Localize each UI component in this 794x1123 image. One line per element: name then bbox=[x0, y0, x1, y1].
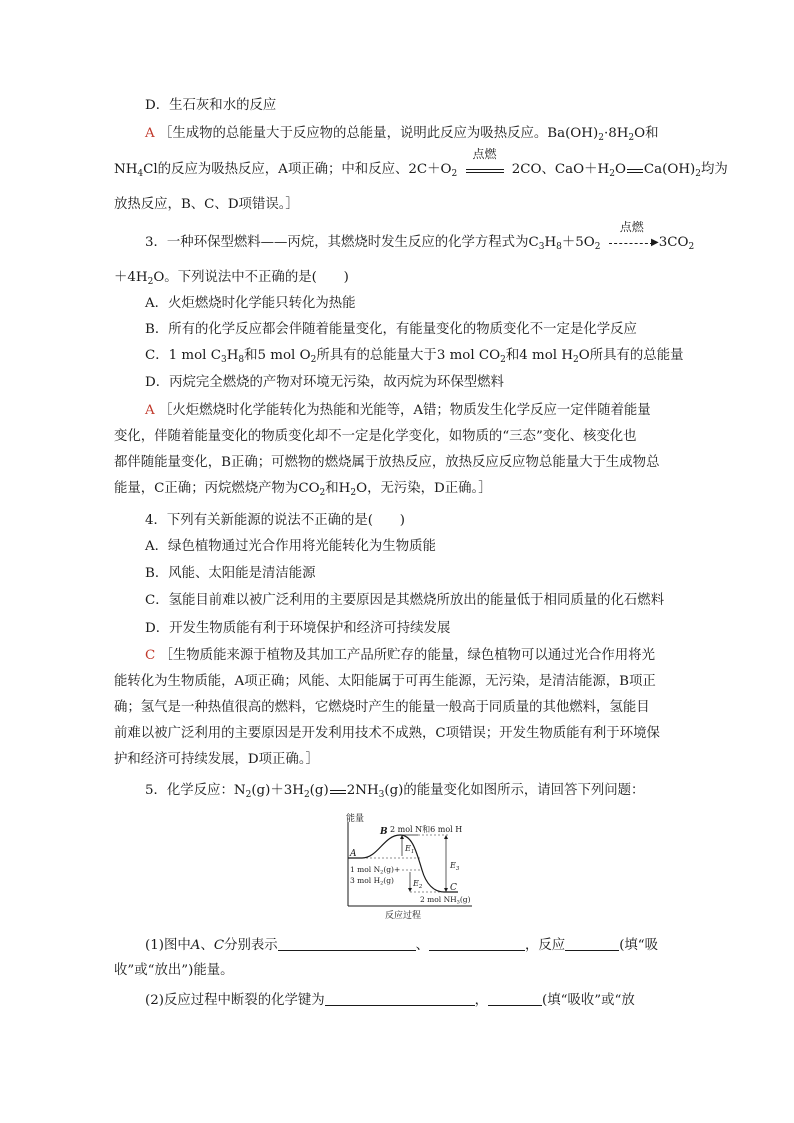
q3-option-c bbox=[145, 346, 683, 370]
q3-stem-line-2 bbox=[114, 268, 349, 292]
subscript: 3 bbox=[220, 355, 227, 365]
equals-sign bbox=[626, 160, 644, 180]
subscript: 3 bbox=[378, 790, 385, 800]
subscript: 2 bbox=[609, 169, 615, 179]
condition-label: 点燃 bbox=[619, 220, 644, 234]
text: (2)反应过程中断裂的化学键为 bbox=[145, 993, 325, 1008]
reaction-condition-ignite bbox=[462, 147, 508, 180]
text: ［生物质能来源于植物及其加工产品所贮存的能量，绿色植物可以通过光合作用将光 bbox=[159, 648, 655, 663]
q5-stem bbox=[145, 781, 644, 805]
subscript: 2 bbox=[451, 169, 458, 179]
q4-answer-letter: C bbox=[145, 648, 156, 663]
text: 所具有的总能量大于3 mol CO bbox=[316, 348, 501, 363]
text: 3．一种环保型燃料——丙烷，其燃烧时发生反应的化学方程式为C bbox=[145, 235, 539, 250]
point-b-label: B bbox=[380, 827, 388, 837]
text: 和5 mol O bbox=[244, 348, 311, 363]
subscript: 2 bbox=[350, 488, 357, 498]
q3-option-a: A．火炬燃烧时化学能只转化为热能 bbox=[145, 296, 356, 311]
e2-arrowhead bbox=[408, 888, 412, 892]
q4-explanation-line-3: 确；氢气是一种热值很高的燃料，它燃烧时产生的能量一般高于同质量的其他燃料，氢能目 bbox=[114, 700, 650, 715]
energy-diagram bbox=[340, 810, 480, 922]
q4-option-a: A．绿色植物通过光合作用将光能转化为生物质能 bbox=[145, 539, 436, 554]
answer-blank[interactable] bbox=[488, 991, 542, 1006]
condition-label: 点燃 bbox=[472, 147, 497, 161]
q2-explanation-line-3: 放热反应，B、C、D项错误。］ bbox=[114, 197, 299, 212]
subscript: 2 bbox=[695, 169, 701, 179]
q3-answer-letter: A bbox=[145, 403, 155, 418]
text: Cl的反应为吸热反应，A项正确；中和反应、2C＋O bbox=[143, 162, 452, 177]
subscript: 2 bbox=[594, 242, 601, 252]
text: ， bbox=[474, 993, 489, 1008]
text: 均为 bbox=[701, 162, 728, 177]
answer-blank[interactable] bbox=[565, 936, 619, 951]
text: (g) bbox=[309, 783, 329, 798]
text: ＋5O bbox=[561, 235, 595, 250]
text: 能量，C正确；丙烷燃烧产物为CO bbox=[114, 481, 320, 496]
subscript: 2 bbox=[628, 133, 635, 143]
text: A bbox=[190, 938, 201, 953]
subscript: 2 bbox=[147, 277, 154, 287]
text: NH bbox=[114, 162, 138, 177]
text: O，无污染，D正确。］ bbox=[356, 481, 492, 496]
q2-answer-letter: A bbox=[145, 126, 155, 141]
text: (g)＋3H bbox=[251, 783, 304, 798]
subscript: 2 bbox=[688, 242, 695, 252]
answer-blank[interactable] bbox=[278, 936, 416, 951]
text: 和H bbox=[325, 481, 351, 496]
text: C bbox=[213, 938, 225, 953]
e2-label: $E_2$ bbox=[413, 879, 423, 890]
q4-explanation-line-5: 护和经济可持续发展，D项正确。］ bbox=[114, 752, 319, 767]
text: O。下列说法中不正确的是( ) bbox=[153, 270, 349, 285]
subscript: 2 bbox=[303, 790, 310, 800]
q3-option-d: D．丙烷完全燃烧的产物对环境无污染，故丙烷为环保型燃料 bbox=[145, 375, 504, 390]
text: (填“吸收”或“放 bbox=[542, 993, 635, 1008]
q4-option-d: D．开发生物质能有利于环境保护和经济可持续发展 bbox=[145, 621, 451, 636]
point-a-label: A bbox=[350, 849, 357, 859]
text: ［生成物的总能量大于反应物的总能量，说明此反应为吸热反应。Ba(OH) bbox=[158, 126, 599, 141]
text: Ca(OH) bbox=[643, 162, 696, 177]
point-b-text: 2 mol N和6 mol H bbox=[390, 825, 463, 834]
text: ［火炬燃烧时化学能转化为热能和光能等，A错；物质发生化学反应一定伴随着能量 bbox=[158, 403, 651, 418]
text: ＋4H bbox=[114, 270, 148, 285]
e3-arrowhead-top bbox=[444, 835, 448, 839]
point-c-text: 2 mol $NH_3(g)$ bbox=[420, 895, 471, 906]
e1-label: $E_1$ bbox=[405, 844, 415, 855]
subscript: 2 bbox=[310, 355, 317, 365]
answer-blank[interactable] bbox=[325, 991, 475, 1006]
text: 2CO、CaO＋H bbox=[511, 162, 610, 177]
q4-stem: 4．下列有关新能源的说法不正确的是( ) bbox=[145, 513, 405, 528]
text: (g)的能量变化如图所示，请回答下列问题： bbox=[384, 783, 645, 798]
text: O bbox=[614, 162, 626, 177]
text: O和 bbox=[634, 126, 659, 141]
q2-explanation-line-2 bbox=[114, 147, 728, 184]
text: ·8H bbox=[603, 126, 629, 141]
text: H bbox=[544, 235, 557, 250]
text: 3CO bbox=[658, 235, 689, 250]
q3-explanation-line-2: 变化，伴随着能量变化的物质变化却不一定是化学变化，如物质的“三态”变化、核变化也 bbox=[114, 429, 637, 444]
q5-part-1-line-2: 收”或“放出”)能量。 bbox=[114, 963, 234, 978]
q4-explanation-line-4: 前难以被广泛利用的主要原因是开发利用技术不成熟，C项错误；开发生物质能有利于环境保 bbox=[114, 726, 660, 741]
q3-explanation-line-1 bbox=[145, 401, 651, 421]
y-axis-label: 能量 bbox=[346, 814, 365, 824]
q4-explanation-line-1 bbox=[145, 646, 655, 666]
x-axis-label: 反应过程 bbox=[385, 911, 422, 921]
e3-label: $E_3$ bbox=[450, 861, 460, 872]
point-c-label: C bbox=[450, 883, 457, 893]
text: 、 bbox=[200, 938, 214, 953]
q2-option-d: D．生石灰和水的反应 bbox=[145, 98, 277, 113]
subscript: 8 bbox=[238, 355, 245, 365]
subscript: 2 bbox=[319, 488, 326, 498]
subscript: 2 bbox=[598, 133, 604, 143]
text: (1)图中 bbox=[145, 938, 191, 953]
q3-stem-line-1 bbox=[145, 220, 695, 257]
answer-blank[interactable] bbox=[429, 936, 525, 951]
q4-option-b: B．风能、太阳能是清洁能源 bbox=[145, 566, 316, 581]
q3-option-b: B．所有的化学反应都会伴随着能量变化，有能量变化的物质变化不一定是化学反应 bbox=[145, 322, 637, 337]
text: ，反应 bbox=[525, 938, 566, 953]
q5-part-1-line-1 bbox=[145, 936, 658, 956]
text: (填“吸 bbox=[619, 938, 659, 953]
q4-explanation-line-2: 能转化为生物质能，A项正确；风能、太阳能属于可再生能源，无污染，是清洁能源，B项正 bbox=[114, 674, 656, 689]
subscript: 2 bbox=[573, 355, 579, 365]
equals-sign bbox=[329, 781, 347, 801]
text: 和4 mol H bbox=[505, 348, 574, 363]
subscript: 3 bbox=[538, 242, 545, 252]
text: C．1 mol C bbox=[145, 348, 221, 363]
q4-option-c: C．氢能目前难以被广泛利用的主要原因是其燃烧所放出的能量低于相同质量的化石燃料 bbox=[145, 593, 665, 608]
reaction-condition-ignite-arrow: 点燃 ▶ bbox=[605, 233, 659, 253]
text: 5．化学反应：N bbox=[145, 783, 246, 798]
point-a-text-1: 1 mol $N_2(g)+$ bbox=[350, 865, 401, 876]
q5-part-2 bbox=[145, 991, 635, 1011]
text: 2NH bbox=[346, 783, 379, 798]
text: 、 bbox=[415, 938, 430, 953]
point-a-text-2: 3 mol $H_2(g)$ bbox=[350, 876, 394, 887]
q3-explanation-line-3: 都伴随能量变化，B正确；可燃物的燃烧属于放热反应，放热反应反应物总能量大于生成物总 bbox=[114, 455, 660, 470]
q3-explanation-line-4 bbox=[114, 479, 492, 503]
subscript: 8 bbox=[556, 242, 562, 252]
subscript: 2 bbox=[245, 790, 252, 800]
q2-explanation-line-1 bbox=[145, 124, 659, 148]
text: O所具有的总能量 bbox=[578, 348, 684, 363]
text: H bbox=[226, 348, 239, 363]
subscript: 4 bbox=[137, 169, 144, 179]
subscript: 2 bbox=[500, 355, 506, 365]
text: 分别表示 bbox=[224, 938, 278, 953]
